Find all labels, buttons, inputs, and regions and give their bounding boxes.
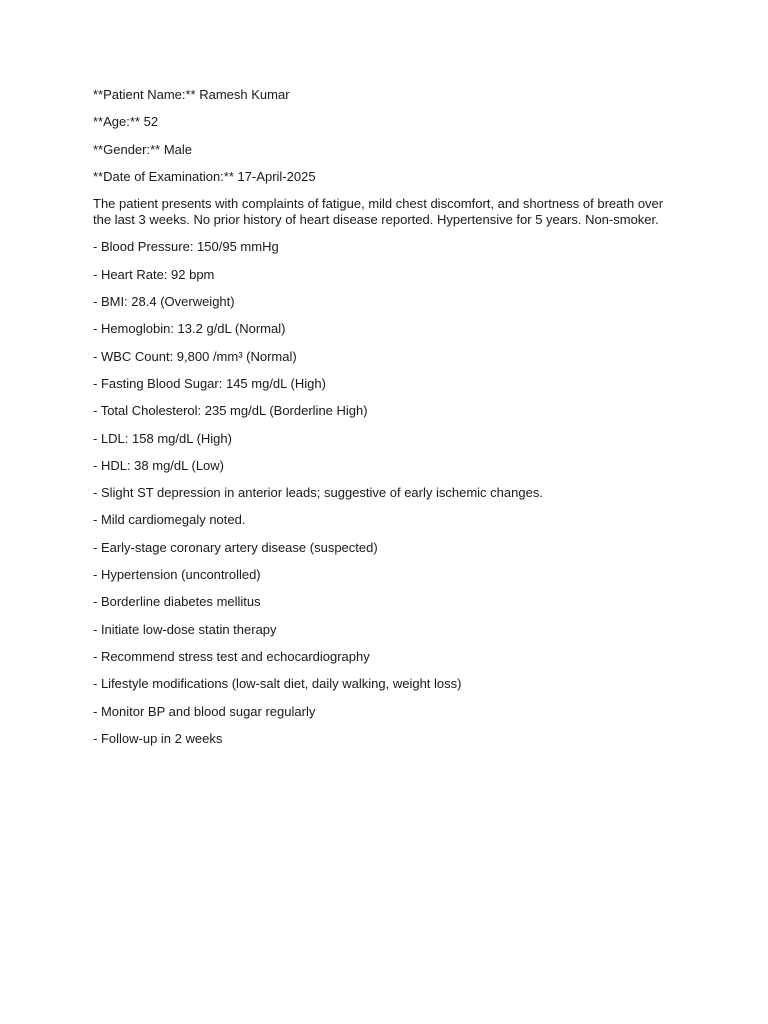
clinical-history: The patient presents with complaints of fatigue, mild chest discomfort, and shortness of breath over the last 3 weeks. No prior history of heart disease reported. Hypertensive for 5 years. Non-smoker. — [93, 196, 664, 228]
list-item-plan-lifestyle: - Lifestyle modifications (low-salt diet, daily walking, weight loss) — [93, 676, 462, 692]
list-item-xray-finding: - Mild cardiomegaly noted. — [93, 512, 246, 528]
list-item-heart-rate: - Heart Rate: 92 bpm — [93, 266, 215, 282]
list-item-hdl: - HDL: 38 mg/dL (Low) — [93, 457, 225, 473]
examination-date: **Date of Examination:** 17-April-2025 — [93, 168, 316, 184]
list-item-plan-stress-test: - Recommend stress test and echocardiography — [93, 648, 370, 664]
list-item-total-cholesterol: - Total Cholesterol: 235 mg/dL (Borderline High) — [93, 403, 368, 419]
list-item-plan-follow-up: - Follow-up in 2 weeks — [93, 730, 223, 746]
list-item-hemoglobin: - Hemoglobin: 13.2 g/dL (Normal) — [93, 321, 286, 337]
list-item-ecg-finding: - Slight ST depression in anterior leads; suggestive of early ischemic changes. — [93, 485, 543, 501]
patient-name: **Patient Name:** Ramesh Kumar — [93, 87, 290, 102]
document-body — [93, 87, 683, 758]
list-item-diagnosis-diabetes: - Borderline diabetes mellitus — [93, 594, 261, 610]
list-item-plan-monitor: - Monitor BP and blood sugar regularly — [93, 703, 316, 719]
list-item-diagnosis-cad: - Early-stage coronary artery disease (suspected) — [93, 539, 378, 555]
list-item-fasting-blood-sugar: - Fasting Blood Sugar: 145 mg/dL (High) — [93, 375, 326, 391]
list-item-ldl: - LDL: 158 mg/dL (High) — [93, 430, 232, 446]
list-item-wbc-count: - WBC Count: 9,800 /mm³ (Normal) — [93, 348, 297, 364]
list-item-blood-pressure: - Blood Pressure: 150/95 mmHg — [93, 239, 279, 255]
list-item-bmi: - BMI: 28.4 (Overweight) — [93, 294, 235, 310]
list-item-diagnosis-hypertension: - Hypertension (uncontrolled) — [93, 567, 261, 583]
patient-gender: **Gender:** Male — [93, 141, 192, 157]
list-item-plan-statin: - Initiate low-dose statin therapy — [93, 621, 277, 637]
patient-age: **Age:** 52 — [93, 114, 159, 130]
